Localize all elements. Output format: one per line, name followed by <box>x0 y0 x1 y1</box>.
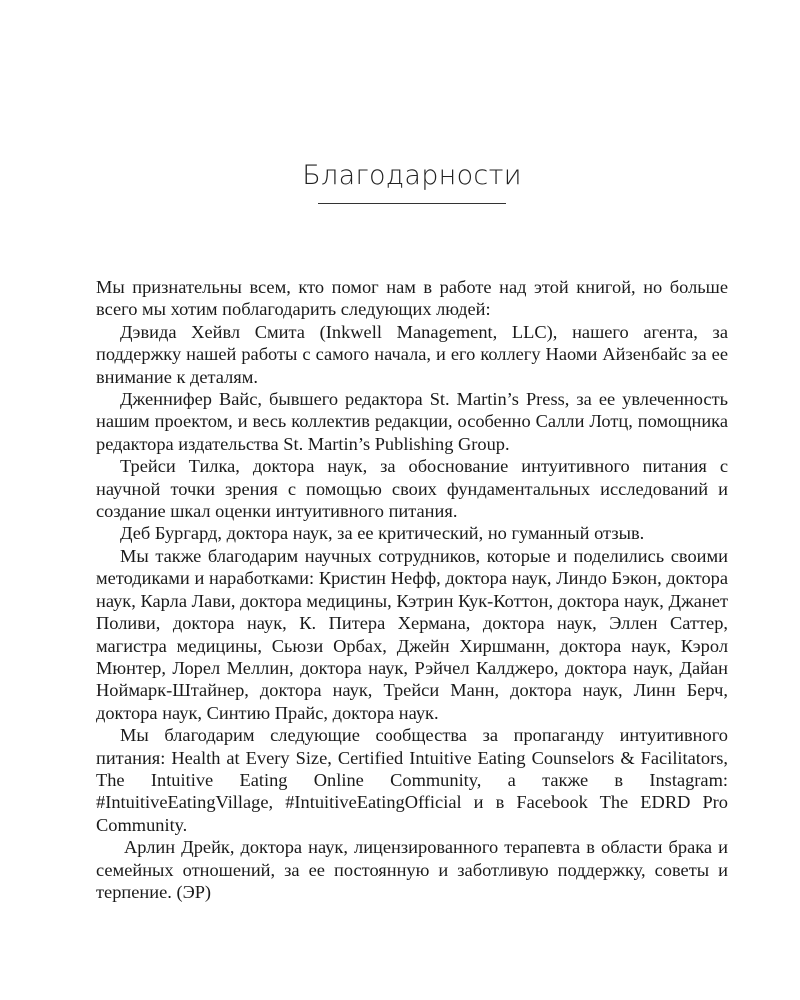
book-page <box>96 0 728 1000</box>
paragraph-tylka: Трейси Тилка, доктора наук, за обоснование интуитивного питания с научной точки зрения с помощью своих фундаментальных исследований и создание шкал оценки интуитивного питания. <box>96 456 728 522</box>
paragraph-researchers: Мы также благодарим научных сотрудников, которые и поделились своими методиками и наработками: Кристин Нефф, доктора наук, Линдо Бэкон, доктора наук, Карла Лави, доктора медицины, Кэтрин Кук-Коттон, доктора наук, Джанет Поливи, доктора наук, К. Питера Хермана, доктора наук, Эллен Саттер, магистра медицины, Сьюзи Орбах, Джейн Хиршманн, доктора наук, Кэрол Мюнтер, Лорел Меллин, доктора наук, Рэйчел Калджеро, доктора наук, Дайан Ноймарк-Штайнер, доктора наук, Трейси Манн, доктора наук, Линн Берч, доктора наук, Синтию Прайс, доктора наук. <box>96 545 728 723</box>
heading-container <box>96 158 728 194</box>
acknowledgements-text <box>96 276 728 903</box>
paragraph-burgard: Деб Бургард, доктора наук, за ее критический, но гуманный отзыв. <box>120 523 645 544</box>
paragraph-editor: Дженнифер Вайс, бывшего редактора St. Martin’s Press, за ее увлеченность нашим проектом, и весь коллектив редакции, особенно Салли Лотц, помощника редактора издательства St. Martin’s Publishing Group. <box>96 389 728 454</box>
paragraph-agent: Дэвида Хейвл Смита (Inkwell Management, LLC), нашего агента, за поддержку нашей работы с самого начала, и его коллегу Наоми Айзенбайс за ее внимание к деталям. <box>96 321 728 387</box>
paragraph-intro: Мы признательны всем, кто помог нам в работе над этой книгой, но больше всего мы хотим поблагодарить следующих людей: <box>96 277 728 320</box>
paragraph-drake: Арлин Дрейк, доктора наук, лицензированного терапевта в области брака и семейных отношений, за ее постоянную и заботливую поддержку, советы и терпение. (ЭР) <box>96 837 728 902</box>
page-title: Благодарности <box>302 160 522 191</box>
paragraph-communities: Мы благодарим следующие сообщества за пропаганду интуитивного питания: Health at Every Size, Certified Intuitive Eating Counselors & Facilitators, The Intuitive Eating Online Community, а также в Instagram: #IntuitiveEatingVillage, #IntuitiveEatingOfficial и в Facebook The EDRD Pro Community. <box>96 725 728 835</box>
title-underline <box>318 203 506 204</box>
